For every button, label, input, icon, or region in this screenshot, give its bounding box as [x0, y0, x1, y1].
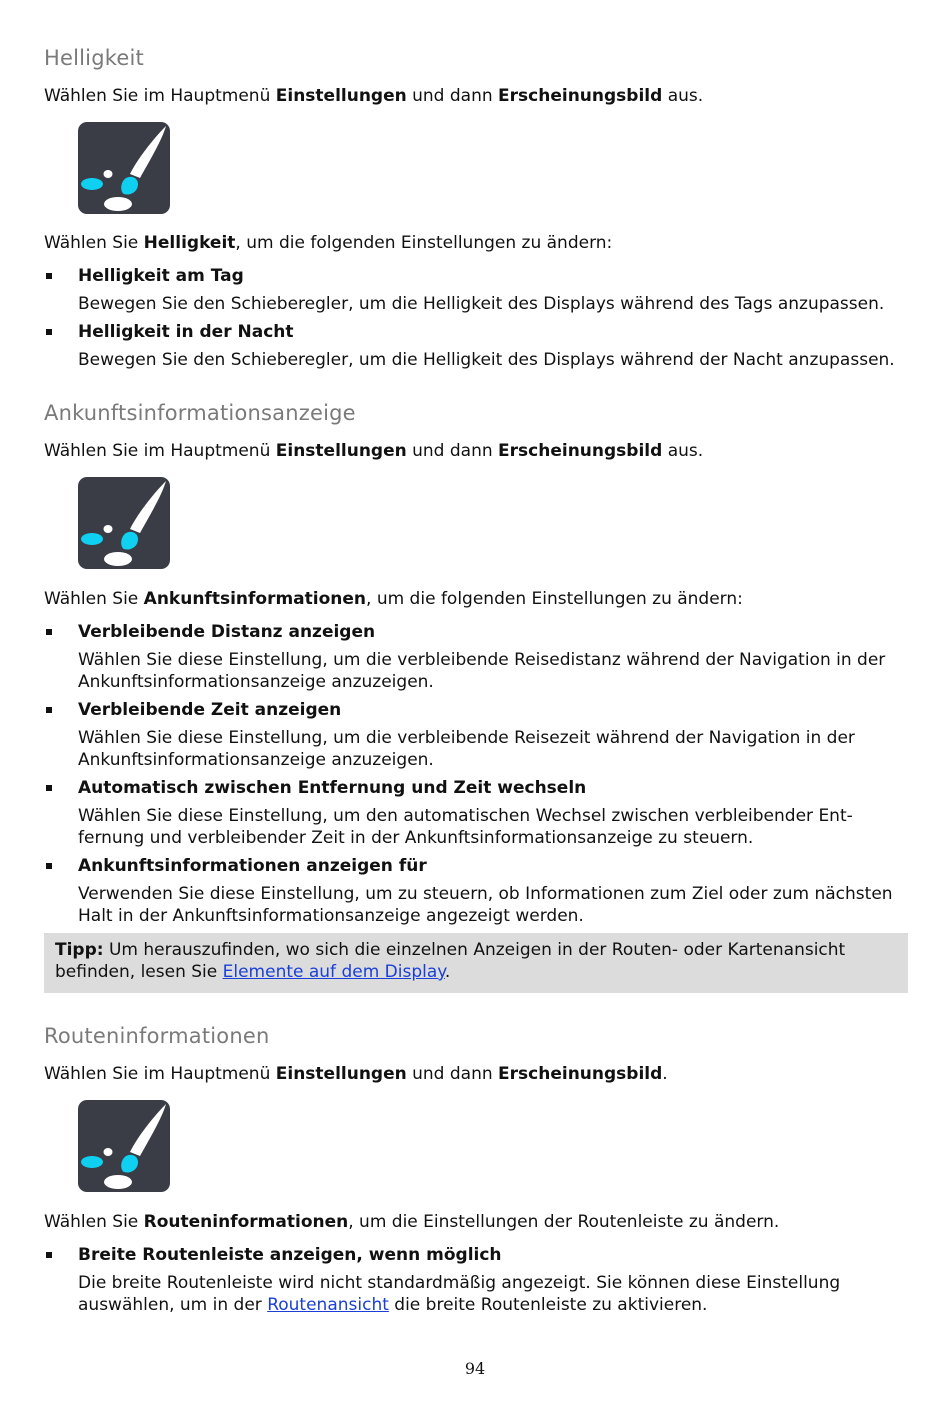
link-routenansicht[interactable]: Routenansicht	[267, 1295, 389, 1315]
list-item	[44, 699, 908, 771]
item-description: Wählen Sie diese Einstellung, um die verbleibende Reisezeit während der Navigation in der Ankunftsinformationsanzeige anzuzeigen.	[78, 728, 855, 770]
item-description: Wählen Sie diese Einstellung, um den automatischen Wechsel zwischen verbleibender Ent- fernung und verbleibender Zeit in der Ankunftsinformationsanzeige zu steuern.	[78, 806, 853, 848]
item-title: Ankunftsinformationen anzeigen für	[78, 856, 427, 876]
settings-list	[44, 621, 908, 933]
item-description: Bewegen Sie den Schieberegler, um die Helligkeit des Displays während des Tags anzupassen.	[78, 294, 885, 314]
link-elemente-auf-dem-display[interactable]: Elemente auf dem Display	[222, 962, 445, 982]
item-title: Helligkeit am Tag	[78, 266, 244, 286]
appearance-brush-icon	[78, 122, 170, 214]
appearance-brush-icon	[78, 1100, 170, 1192]
section-intro: Wählen Sie im Hauptmenü Einstellungen und dann Erscheinungsbild.	[44, 1064, 668, 1084]
list-item	[44, 777, 908, 849]
list-item	[44, 1244, 908, 1316]
appearance-brush-icon	[78, 477, 170, 569]
item-title: Verbleibende Zeit anzeigen	[78, 700, 342, 720]
section-intro: Wählen Sie im Hauptmenü Einstellungen und dann Erscheinungsbild aus.	[44, 86, 704, 106]
list-item	[44, 855, 908, 927]
section-select-instruction: Wählen Sie Routeninformationen, um die Einstellungen der Routenleiste zu ändern.	[44, 1212, 780, 1232]
section-heading-helligkeit: Helligkeit	[44, 46, 144, 70]
tip-label: Tipp:	[55, 940, 104, 960]
item-title: Verbleibende Distanz anzeigen	[78, 622, 376, 642]
item-title: Breite Routenleiste anzeigen, wenn möglich	[78, 1245, 502, 1265]
tip-box: Tipp: Um herauszufinden, wo sich die einzelnen Anzeigen in der Routen- oder Kartenansicht befinden, lesen Sie Elemente auf dem Display.	[44, 933, 908, 993]
section-heading-routeninformationen: Routeninformationen	[44, 1024, 270, 1048]
page-number: 94	[464, 1359, 486, 1378]
item-description: Bewegen Sie den Schieberegler, um die Helligkeit des Displays während der Nacht anzupassen.	[78, 350, 895, 370]
list-item	[44, 265, 908, 315]
list-item	[44, 621, 908, 693]
list-item	[44, 321, 908, 371]
item-description: Wählen Sie diese Einstellung, um die verbleibende Reisedistanz während der Navigation in der Ankunftsinformationsanzeige anzuzeigen.	[78, 650, 886, 692]
section-select-instruction: Wählen Sie Ankunftsinformationen, um die folgenden Einstellungen zu ändern:	[44, 589, 743, 609]
section-select-instruction: Wählen Sie Helligkeit, um die folgenden Einstellungen zu ändern:	[44, 233, 613, 253]
section-intro: Wählen Sie im Hauptmenü Einstellungen und dann Erscheinungsbild aus.	[44, 441, 704, 461]
item-description: Verwenden Sie diese Einstellung, um zu steuern, ob Informationen zum Ziel oder zum nächsten Halt in der Ankunftsinformationsanzeige angezeigt werden.	[78, 884, 893, 926]
tip-text: Um herauszufinden, wo sich die einzelnen Anzeigen in der Routen- oder Kartenansicht	[103, 940, 846, 960]
section-heading-ankunftsinformationsanzeige: Ankunftsinformationsanzeige	[44, 401, 356, 425]
item-title: Helligkeit in der Nacht	[78, 322, 294, 342]
item-description: Die breite Routenleiste wird nicht standardmäßig angezeigt. Sie können diese Einstellung auswählen, um in der Routenansicht die breite Routenleiste zu aktivieren.	[78, 1273, 841, 1315]
settings-list	[44, 265, 908, 377]
item-title: Automatisch zwischen Entfernung und Zeit wechseln	[78, 778, 587, 798]
settings-list	[44, 1244, 908, 1322]
